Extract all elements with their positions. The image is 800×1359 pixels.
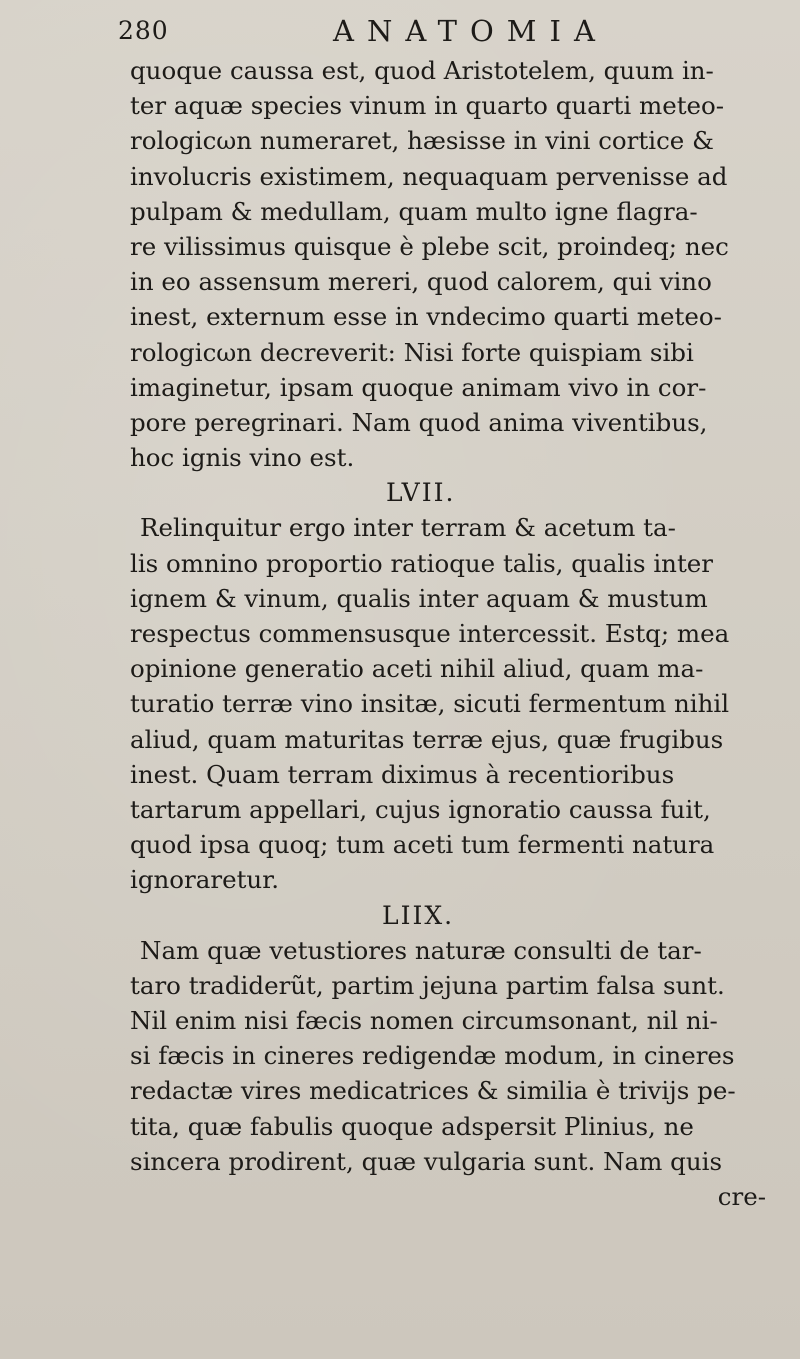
text-line: rologicωn decreverit: Nisi forte quispiam sibi — [130, 337, 694, 367]
catchword: cre- — [717, 1182, 766, 1211]
text-line: pore peregrinari. Nam quod anima viventibus, — [130, 407, 708, 437]
text-line: inest. Quam terram diximus à recentioribus — [130, 759, 675, 789]
text-line: ignem & vinum, qualis inter aquam & mustum — [130, 583, 708, 613]
text-line: inest, externum esse in vndecimo quarti meteo- — [130, 302, 722, 332]
body-text — [130, 53, 780, 1214]
text-line: ter aquæ species vinum in quarto quarti meteo- — [130, 91, 725, 121]
text-line: taro tradiderũt, partim jejuna partim falsa sunt. — [130, 970, 725, 1000]
text-line: turatio terræ vino insitæ, sicuti fermentum nihil — [130, 689, 730, 719]
text-line: hoc ignis vino est. — [130, 443, 355, 473]
text-line: quod ipsa quoq; tum aceti tum fermenti natura — [130, 830, 715, 860]
text-line: tartarum appellari, cujus ignoratio caussa fuit, — [130, 794, 711, 824]
text-line: involucris existimem, nequaquam pervenisse ad — [130, 161, 728, 191]
text-line: Relinquitur ergo inter terram & acetum ta- — [140, 513, 676, 543]
text-line: ignoraretur. — [130, 865, 280, 895]
text-line: Nam quæ vetustiores naturæ consulti de tar- — [140, 935, 702, 965]
text-line: imaginetur, ipsam quoque animam vivo in cor- — [130, 372, 707, 402]
section-heading: LIIX. — [382, 900, 455, 930]
text-line: lis omnino proportio ratioque talis, qualis inter — [130, 548, 713, 578]
page-number: 280 — [118, 16, 169, 45]
text-line: in eo assensum mereri, quod calorem, qui vino — [130, 267, 712, 297]
section-heading: LVII. — [386, 478, 456, 508]
text-line: rologicωn numeraret, hæsisse in vini cortice & — [130, 126, 714, 156]
text-line: tita, quæ fabulis quoque adspersit Plinius, ne — [130, 1111, 694, 1141]
text-line: sincera prodirent, quæ vulgaria sunt. Nam quis — [130, 1146, 723, 1176]
text-line: opinione generatio aceti nihil aliud, quam ma- — [130, 654, 704, 684]
text-line: aliud, quam maturitas terræ ejus, quæ frugibus — [130, 724, 724, 754]
running-title: ANATOMIA — [333, 14, 608, 48]
text-line: si fæcis in cineres redigendæ modum, in cineres — [130, 1041, 735, 1071]
text-line: respectus commensusque intercessit. Estq; mea — [130, 619, 730, 648]
text-line: quoque caussa est, quod Aristotelem, quum in- — [130, 56, 714, 85]
text-line: re vilissimus quisque è plebe scit, proindeq; nec — [130, 231, 729, 261]
running-head — [118, 14, 770, 48]
text-line: pulpam & medullam, quam multo igne flagra- — [130, 196, 698, 226]
text-line: redactæ vires medicatrices & similia è trivijs pe- — [130, 1076, 736, 1106]
text-line: Nil enim nisi fæcis nomen circumsonant, nil ni- — [130, 1006, 718, 1036]
